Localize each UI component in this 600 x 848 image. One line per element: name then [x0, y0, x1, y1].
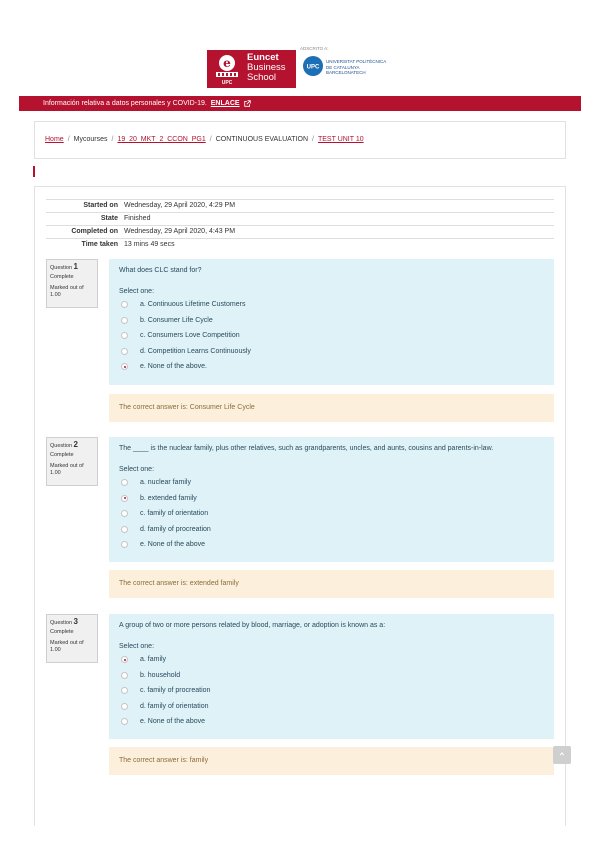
upc-line2: DE CATALUNYA — [326, 64, 360, 70]
option-label: b. extended family — [140, 494, 197, 502]
chevron-up-icon — [559, 751, 565, 757]
answer-option[interactable] — [121, 683, 544, 699]
answer-option[interactable] — [121, 699, 544, 715]
radio-button[interactable] — [121, 510, 128, 517]
breadcrumb-course[interactable]: 19_20_MKT_2_CCON_PG1 — [117, 136, 206, 143]
euncet-emblem-icon — [211, 53, 243, 85]
radio-button-selected[interactable] — [121, 363, 128, 370]
summary-label: State — [100, 215, 118, 222]
answer-option[interactable] — [121, 714, 544, 730]
select-one-label: Select one: — [119, 643, 155, 650]
breadcrumb-container — [34, 121, 566, 159]
answer-option[interactable] — [121, 359, 544, 375]
option-label: c. Consumers Love Competition — [140, 332, 240, 340]
adscrito-label: ADSCRITO A: — [300, 46, 329, 51]
question-label: Question — [50, 620, 73, 626]
breadcrumb-separator: / — [67, 136, 70, 143]
answer-option[interactable] — [121, 475, 544, 491]
answer-option[interactable] — [121, 668, 544, 684]
question-state: Complete — [50, 452, 74, 458]
breadcrumb-mycourses: Mycourses — [73, 136, 108, 143]
question-info — [46, 437, 98, 486]
question-number-value: 1 — [73, 262, 78, 271]
breadcrumb-separator: / — [209, 136, 212, 143]
radio-button[interactable] — [121, 348, 128, 355]
question-text: The ____ is the nuclear family, plus other relatives, such as grandparents, uncles, and aunts, cousins and parents-in-law. — [119, 445, 494, 452]
question-number-value: 3 — [73, 617, 78, 626]
breadcrumb-section: CONTINUOUS EVALUATION — [215, 136, 309, 143]
option-label: d. family of procreation — [140, 525, 211, 533]
option-label: d. Competition Learns Continuously — [140, 347, 251, 355]
question-label: Question — [50, 443, 73, 449]
option-label: a. family — [140, 656, 167, 664]
logo-line3: School — [247, 72, 277, 83]
question-content — [109, 614, 554, 739]
summary-label: Started on — [83, 202, 118, 209]
upc-text — [326, 59, 386, 76]
summary-row — [46, 225, 554, 238]
question-marked: Marked out of — [50, 463, 84, 469]
breadcrumb-home[interactable]: Home — [45, 136, 64, 143]
option-label: c. family of procreation — [140, 687, 211, 695]
summary-value: Finished — [124, 215, 151, 222]
radio-button[interactable] — [121, 672, 128, 679]
question-info — [46, 614, 98, 663]
banner-text: Información relativa a datos personales y COVID-19. — [43, 100, 207, 107]
logo-line1: Euncet — [247, 52, 279, 63]
radio-button[interactable] — [121, 526, 128, 533]
correct-answer-feedback: The correct answer is: family — [109, 747, 554, 775]
question-marks: 1.00 — [50, 292, 61, 298]
option-label: a. Continuous Lifetime Customers — [140, 301, 246, 309]
correct-answer-feedback: The correct answer is: Consumer Life Cycle — [109, 394, 554, 422]
option-label: b. household — [140, 671, 181, 679]
question-marked: Marked out of — [50, 640, 84, 646]
summary-row — [46, 212, 554, 225]
page-header — [0, 0, 600, 96]
answer-option[interactable] — [121, 652, 544, 668]
attempt-summary-table — [46, 199, 554, 251]
radio-button[interactable] — [121, 703, 128, 710]
radio-button[interactable] — [121, 718, 128, 725]
question-info — [46, 259, 98, 308]
answer-option[interactable] — [121, 522, 544, 538]
radio-button[interactable] — [121, 332, 128, 339]
euncet-logo[interactable] — [207, 50, 296, 88]
upc-logo-icon[interactable] — [303, 56, 323, 76]
option-label: c. family of orientation — [140, 510, 209, 518]
summary-row — [46, 199, 554, 212]
select-one-label: Select one: — [119, 288, 155, 295]
radio-button[interactable] — [121, 541, 128, 548]
question-marks: 1.00 — [50, 470, 61, 476]
svg-text:e: e — [223, 56, 231, 70]
radio-button[interactable] — [121, 301, 128, 308]
radio-button[interactable] — [121, 687, 128, 694]
radio-button-selected[interactable] — [121, 495, 128, 502]
option-label: e. None of the above — [140, 718, 205, 726]
answer-option[interactable] — [121, 328, 544, 344]
question-number — [50, 441, 94, 450]
answer-option[interactable] — [121, 313, 544, 329]
summary-value: Wednesday, 29 April 2020, 4:29 PM — [124, 202, 236, 209]
answer-option[interactable] — [121, 297, 544, 313]
logo-line2: Business — [247, 62, 286, 73]
summary-label: Completed on — [71, 228, 118, 235]
question-text: A group of two or more persons related by blood, marriage, or adoption is known as a: — [119, 622, 386, 629]
section-marker — [33, 166, 35, 177]
question-number — [50, 263, 94, 272]
breadcrumb-separator: / — [312, 136, 314, 143]
scroll-to-top-button[interactable] — [553, 746, 571, 764]
correct-answer-feedback: The correct answer is: extended family — [109, 570, 554, 598]
option-label: d. family of orientation — [140, 702, 209, 710]
question-content — [109, 437, 554, 562]
summary-row — [46, 238, 554, 251]
question-state: Complete — [50, 274, 74, 280]
breadcrumb-test[interactable]: TEST UNIT 10 — [317, 136, 364, 143]
answer-option[interactable] — [121, 506, 544, 522]
radio-button[interactable] — [121, 479, 128, 486]
radio-button[interactable] — [121, 317, 128, 324]
summary-value: Wednesday, 29 April 2020, 4:43 PM — [124, 228, 236, 235]
option-label: b. Consumer Life Cycle — [140, 316, 213, 324]
upc-line1: UNIVERSITAT POLITÈCNICA — [326, 59, 387, 64]
question-text: What does CLC stand for? — [119, 267, 202, 274]
option-label: a. nuclear family — [140, 479, 191, 487]
radio-button-selected[interactable] — [121, 656, 128, 663]
answer-option[interactable] — [121, 537, 544, 553]
answer-option[interactable] — [121, 344, 544, 360]
question-marked: Marked out of — [50, 285, 84, 291]
question-state: Complete — [50, 629, 74, 635]
covid-banner — [19, 96, 581, 111]
answer-option[interactable] — [121, 491, 544, 507]
svg-text:UPC: UPC — [306, 64, 320, 71]
breadcrumb-separator: / — [111, 136, 114, 143]
select-one-label: Select one: — [119, 466, 155, 473]
question-number — [50, 618, 94, 627]
option-label: e. None of the above. — [140, 363, 207, 371]
breadcrumb — [45, 136, 364, 143]
question-label: Question — [50, 265, 73, 271]
question-content — [109, 259, 554, 385]
logo-text — [247, 53, 286, 83]
banner-link[interactable]: ENLACE — [210, 100, 240, 107]
logo-badge: UPC — [221, 80, 233, 85]
question-number-value: 2 — [73, 440, 78, 449]
question-marks: 1.00 — [50, 647, 61, 653]
upc-line3: BARCELONATECH — [326, 70, 366, 75]
external-link-icon[interactable] — [244, 100, 251, 107]
option-label: e. None of the above — [140, 541, 205, 549]
summary-value: 13 mins 49 secs — [124, 241, 175, 248]
summary-label: Time taken — [81, 241, 118, 248]
